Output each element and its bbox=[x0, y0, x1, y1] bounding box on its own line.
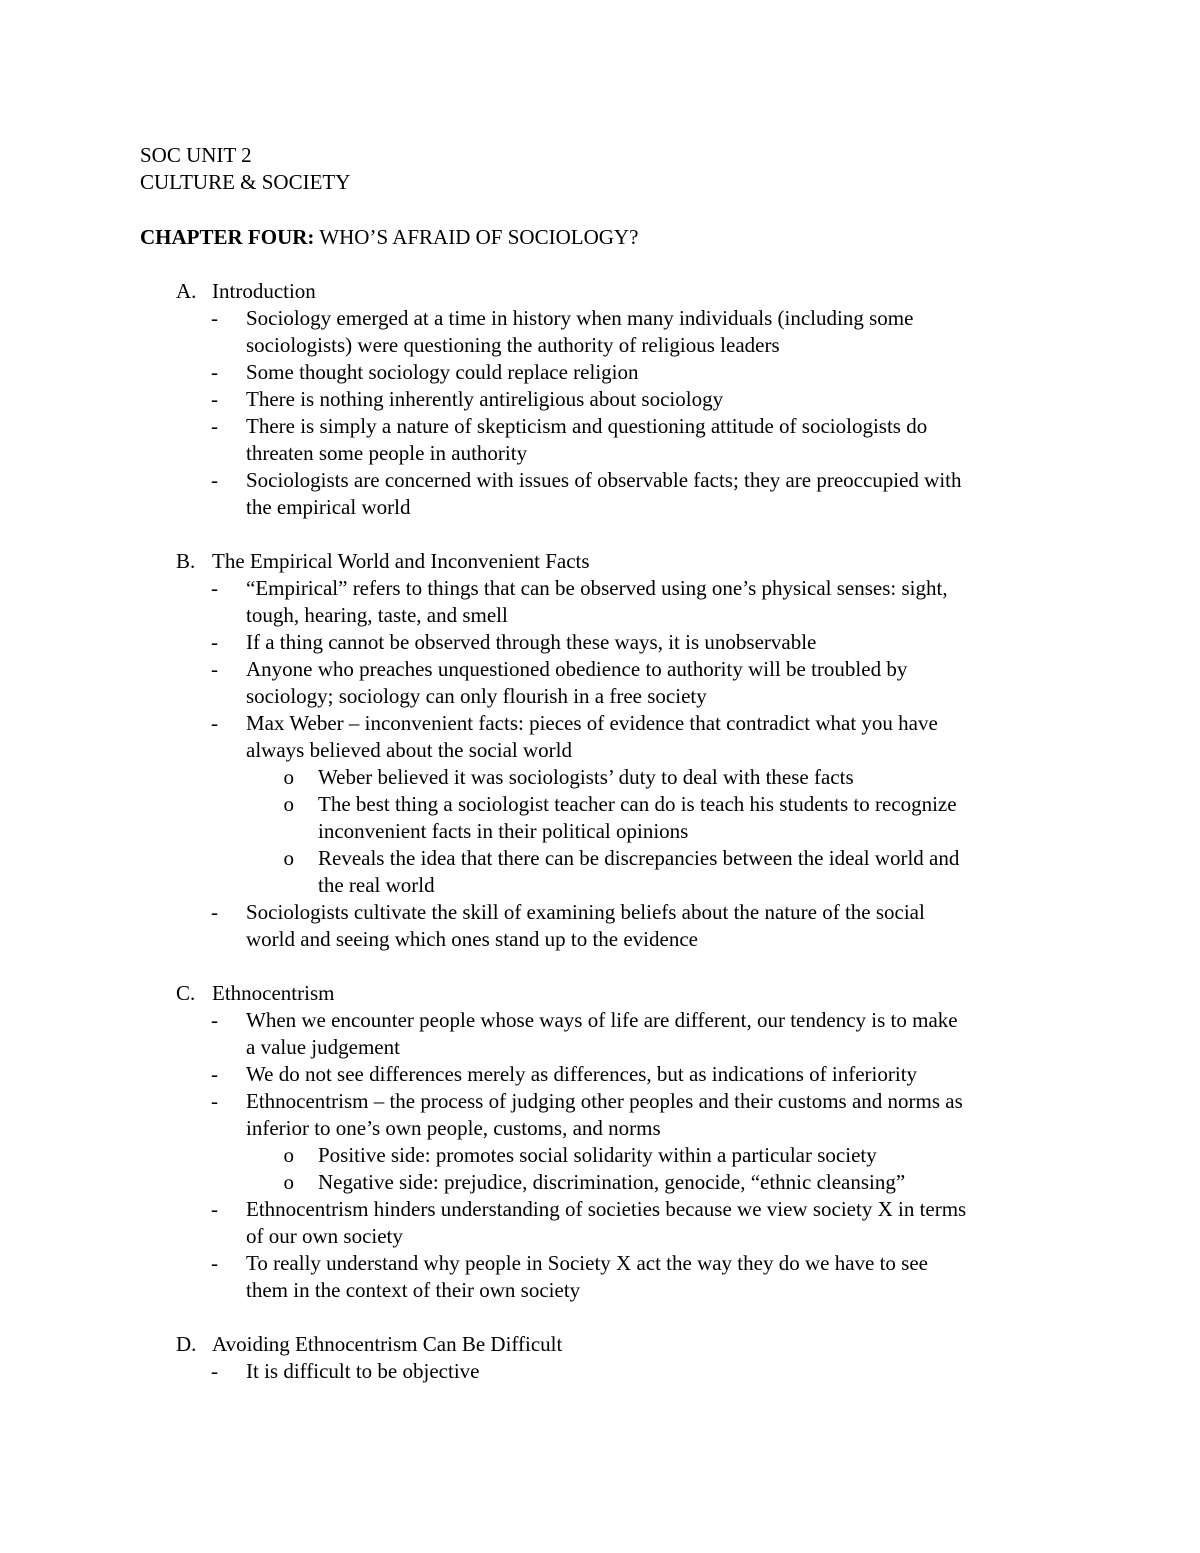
chapter-heading bbox=[140, 224, 1070, 251]
sub-bullet-line: Positive side: promotes social solidarity within a particular society bbox=[318, 1143, 877, 1167]
bullet-text bbox=[246, 656, 1070, 710]
dash-marker: - bbox=[211, 657, 218, 681]
dash-marker: - bbox=[211, 1008, 218, 1032]
section-heading bbox=[140, 980, 1070, 1007]
bullet-list bbox=[140, 575, 1070, 953]
dash-marker: - bbox=[211, 1251, 218, 1275]
bullet-line: the empirical world bbox=[246, 495, 411, 519]
circle-bullet-icon: o bbox=[283, 846, 294, 870]
bullet-line: Max Weber – inconvenient facts: pieces of evidence that contradict what you have bbox=[246, 711, 938, 735]
bullet-item bbox=[140, 1250, 1070, 1304]
bullet-line: Ethnocentrism hinders understanding of societies because we view society X in terms bbox=[246, 1197, 967, 1221]
outline-section bbox=[140, 980, 1070, 1304]
bullet-line: Some thought sociology could replace religion bbox=[246, 360, 639, 384]
bullet-text bbox=[246, 1250, 1070, 1304]
bullet-text bbox=[246, 467, 1070, 521]
bullet-line: sociology; sociology can only flourish in a free society bbox=[246, 684, 707, 708]
bullet-line: world and seeing which ones stand up to the evidence bbox=[246, 927, 698, 951]
bullet-text bbox=[246, 1088, 1070, 1142]
section-heading bbox=[140, 278, 1070, 305]
circle-bullet-icon: o bbox=[283, 792, 294, 816]
bullet-line: There is nothing inherently antireligious about sociology bbox=[246, 387, 724, 411]
sub-bullet-item bbox=[140, 1169, 1070, 1196]
sub-bullet-line: inconvenient facts in their political opinions bbox=[318, 819, 689, 843]
bullet-text bbox=[246, 305, 1070, 359]
spacer bbox=[140, 953, 1070, 980]
bullet-item bbox=[140, 1196, 1070, 1250]
bullet-item bbox=[140, 1358, 1070, 1385]
section-heading bbox=[140, 1331, 1070, 1358]
bullet-line: tough, hearing, taste, and smell bbox=[246, 603, 508, 627]
bullet-text bbox=[246, 1358, 1070, 1385]
bullet-line: If a thing cannot be observed through these ways, it is unobservable bbox=[246, 630, 817, 654]
bullet-line: of our own society bbox=[246, 1224, 403, 1248]
bullet-line: When we encounter people whose ways of life are different, our tendency is to make bbox=[246, 1008, 958, 1032]
bullet-text bbox=[246, 359, 1070, 386]
dash-marker: - bbox=[211, 306, 218, 330]
sub-bullet-item bbox=[140, 764, 1070, 791]
dash-marker: - bbox=[211, 1197, 218, 1221]
bullet-line: sociologists) were questioning the authority of religious leaders bbox=[246, 333, 780, 357]
section-letter bbox=[140, 980, 212, 1007]
unit-subheading: CULTURE & SOCIETY bbox=[140, 170, 351, 194]
bullet-line: Sociologists are concerned with issues of observable facts; they are preoccupied with bbox=[246, 468, 962, 492]
bullet-text bbox=[246, 1061, 1070, 1088]
dash-marker: - bbox=[211, 576, 218, 600]
sub-bullet-item bbox=[140, 791, 1070, 845]
bullet-item bbox=[140, 656, 1070, 710]
bullet-text bbox=[246, 1196, 1070, 1250]
sub-bullet-item bbox=[140, 845, 1070, 899]
sub-bullet-item bbox=[140, 1142, 1070, 1169]
outline-sections bbox=[140, 278, 1070, 1385]
dash-marker: - bbox=[211, 900, 218, 924]
circle-bullet-icon: o bbox=[283, 1170, 294, 1194]
dash-marker: - bbox=[211, 1062, 218, 1086]
bullet-line: Sociology emerged at a time in history when many individuals (including some bbox=[246, 306, 914, 330]
bullet-text bbox=[246, 1007, 1070, 1061]
spacer bbox=[140, 521, 1070, 548]
bullet-line: them in the context of their own society bbox=[246, 1278, 581, 1302]
bullet-item bbox=[140, 359, 1070, 386]
section-title: Introduction bbox=[212, 279, 316, 303]
circle-bullet-icon: o bbox=[283, 765, 294, 789]
section-letter-text: A. bbox=[176, 279, 197, 303]
bullet-line: threaten some people in authority bbox=[246, 441, 528, 465]
section-title: Ethnocentrism bbox=[212, 981, 335, 1005]
section-letter-text: B. bbox=[176, 549, 196, 573]
bullet-text bbox=[246, 413, 1070, 467]
bullet-item bbox=[140, 467, 1070, 521]
sub-bullet-line: Reveals the idea that there can be discrepancies between the ideal world and bbox=[318, 846, 960, 870]
bullet-line: Ethnocentrism – the process of judging other peoples and their customs and norms as bbox=[246, 1089, 963, 1113]
bullet-text bbox=[246, 386, 1070, 413]
bullet-list bbox=[140, 1007, 1070, 1304]
bullet-line: always believed about the social world bbox=[246, 738, 572, 762]
sub-bullet-list bbox=[140, 1142, 1070, 1196]
dash-marker: - bbox=[211, 387, 218, 411]
bullet-text bbox=[246, 629, 1070, 656]
bullet-item bbox=[140, 899, 1070, 953]
section-letter-text: C. bbox=[176, 981, 196, 1005]
bullet-line: a value judgement bbox=[246, 1035, 400, 1059]
section-letter bbox=[140, 548, 212, 575]
section-heading bbox=[140, 548, 1070, 575]
chapter-title: WHO’S AFRAID OF SOCIOLOGY? bbox=[314, 225, 639, 249]
section-letter bbox=[140, 278, 212, 305]
section-title: The Empirical World and Inconvenient Facts bbox=[212, 549, 590, 573]
sub-bullet-text bbox=[318, 764, 1070, 791]
sub-bullet-text bbox=[318, 1169, 1070, 1196]
bullet-item bbox=[140, 629, 1070, 656]
bullet-line: It is difficult to be objective bbox=[246, 1359, 480, 1383]
sub-bullet-list bbox=[140, 764, 1070, 899]
section-title: Avoiding Ethnocentrism Can Be Difficult bbox=[212, 1332, 563, 1356]
bullet-list bbox=[140, 305, 1070, 521]
sub-bullet-text bbox=[318, 1142, 1070, 1169]
dash-marker: - bbox=[211, 1359, 218, 1383]
dash-marker: - bbox=[211, 414, 218, 438]
bullet-list bbox=[140, 1358, 1070, 1385]
sub-bullet-line: Negative side: prejudice, discrimination, genocide, “ethnic cleansing” bbox=[318, 1170, 906, 1194]
dash-marker: - bbox=[211, 630, 218, 654]
bullet-text bbox=[246, 899, 1070, 953]
circle-bullet-icon: o bbox=[283, 1143, 294, 1167]
dash-marker: - bbox=[211, 360, 218, 384]
bullet-item bbox=[140, 305, 1070, 359]
dash-marker: - bbox=[211, 711, 218, 735]
bullet-item bbox=[140, 1061, 1070, 1088]
outline-section bbox=[140, 278, 1070, 521]
sub-bullet-line: Weber believed it was sociologists’ duty to deal with these facts bbox=[318, 765, 854, 789]
bullet-line: “Empirical” refers to things that can be observed using one’s physical senses: sight, bbox=[246, 576, 948, 600]
unit-heading: SOC UNIT 2 bbox=[140, 143, 252, 167]
spacer bbox=[140, 251, 1070, 278]
bullet-item bbox=[140, 386, 1070, 413]
chapter-label: CHAPTER FOUR: bbox=[140, 225, 315, 249]
bullet-line: Anyone who preaches unquestioned obedience to authority will be troubled by bbox=[246, 657, 908, 681]
outline-section bbox=[140, 548, 1070, 953]
outline-section bbox=[140, 1331, 1070, 1385]
section-letter-text: D. bbox=[176, 1332, 197, 1356]
spacer bbox=[140, 1304, 1070, 1331]
bullet-item bbox=[140, 575, 1070, 629]
sub-bullet-line: The best thing a sociologist teacher can do is teach his students to recognize bbox=[318, 792, 957, 816]
dash-marker: - bbox=[211, 468, 218, 492]
spacer bbox=[140, 196, 1070, 224]
bullet-text bbox=[246, 710, 1070, 764]
bullet-item bbox=[140, 710, 1070, 764]
bullet-line: There is simply a nature of skepticism and questioning attitude of sociologists do bbox=[246, 414, 928, 438]
section-letter bbox=[140, 1331, 212, 1358]
bullet-line: Sociologists cultivate the skill of examining beliefs about the nature of the social bbox=[246, 900, 925, 924]
bullet-item bbox=[140, 1007, 1070, 1061]
bullet-line: To really understand why people in Society X act the way they do we have to see bbox=[246, 1251, 928, 1275]
sub-bullet-text bbox=[318, 791, 1070, 845]
dash-marker: - bbox=[211, 1089, 218, 1113]
bullet-line: inferior to one’s own people, customs, and norms bbox=[246, 1116, 661, 1140]
bullet-text bbox=[246, 575, 1070, 629]
bullet-item bbox=[140, 1088, 1070, 1142]
sub-bullet-line: the real world bbox=[318, 873, 435, 897]
bullet-item bbox=[140, 413, 1070, 467]
sub-bullet-text bbox=[318, 845, 1070, 899]
bullet-line: We do not see differences merely as differences, but as indications of inferiority bbox=[246, 1062, 918, 1086]
notes-body bbox=[140, 142, 1070, 1385]
